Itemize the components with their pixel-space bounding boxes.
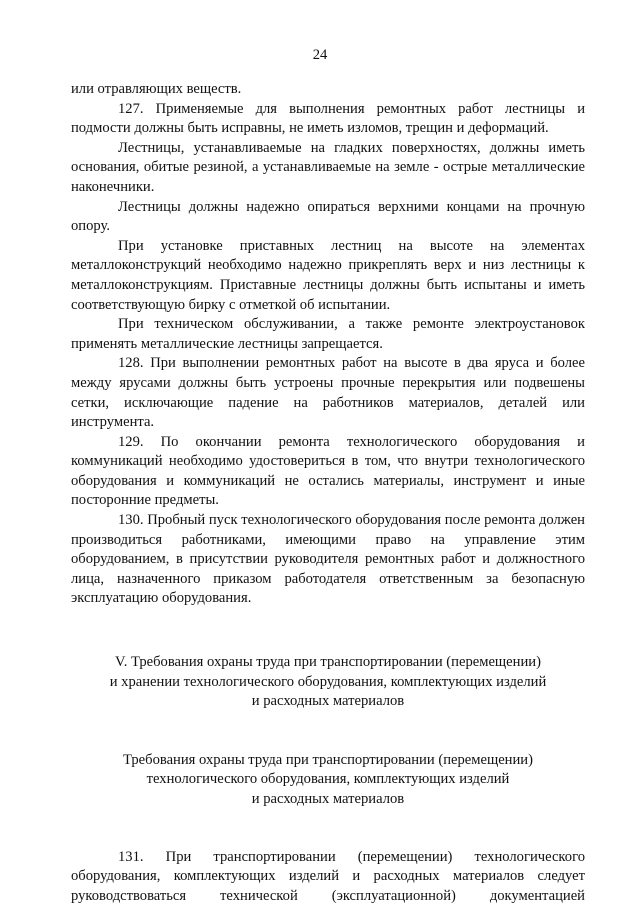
paragraph-127: 127. Применяемые для выполнения ремонтных работ лестницы и подмости должны быть исправны, не иметь изломов, трещин и деформаций. bbox=[71, 100, 585, 137]
section-heading-line: V. Требования охраны труда при транспортировании (перемещении) bbox=[115, 654, 541, 671]
spacer bbox=[71, 810, 585, 848]
paragraph-130: 130. Пробный пуск технологического оборудования после ремонта должен производиться работниками, имеющими право на управление этим оборудованием, в присутствии руководителя ремонтных работ и должностного лица, назначенного приказом работодателя ответственным за безопасную эксплуатацию оборудования. bbox=[71, 512, 585, 607]
spacer bbox=[71, 609, 585, 653]
paragraph-128: 128. При выполнении ремонтных работ на высоте в два яруса и более между ярусами должны быть устроены прочные перекрытия или подвешены сетки, исключающие падение на работников материалов, деталей или инструмента. bbox=[71, 355, 585, 431]
sub-heading-line: технологического оборудования, комплектующих изделий bbox=[146, 771, 510, 788]
section-heading-line: и хранении технологического оборудования, комплектующих изделий bbox=[109, 673, 547, 690]
sub-heading-line: Требования охраны труда при транспортировании (перемещении) bbox=[123, 751, 533, 768]
section-heading bbox=[71, 653, 585, 712]
paragraph-metal-ladders-prohibited: При техническом обслуживании, а также ремонте электроустановок применять металлические лестницы запрещается. bbox=[71, 316, 585, 352]
spacer bbox=[71, 712, 585, 751]
paragraph-extension-ladders: При установке приставных лестниц на высоте на элементах металлоконструкций необходимо надежно прикреплять верх и низ лестницы к металлоконструкциям. Приставные лестницы должны быть испытаны и иметь соответствующую бирку с отметкой об испытании. bbox=[71, 237, 585, 313]
page-number: 24 bbox=[312, 47, 328, 63]
paragraph-129: 129. По окончании ремонта технологического оборудования и коммуникаций необходимо удостовериться в том, что внутри технологического оборудования и коммуникаций не остались материалы, инструмент и иные посторонние предметы. bbox=[71, 433, 585, 509]
paragraph-131: 131. При транспортировании (перемещении) технологического оборудования, комплектующих изделий и расходных материалов следует руководствоваться технической (эксплуатационной) документацией bbox=[71, 848, 585, 904]
sub-heading-line: и расходных материалов bbox=[251, 791, 405, 807]
document-body bbox=[71, 80, 585, 906]
section-heading-line: и расходных материалов bbox=[251, 693, 405, 710]
paragraph-continuation: или отравляющих веществ. bbox=[71, 81, 242, 97]
paragraph-ladders-support: Лестницы должны надежно опираться верхними концами на прочную опору. bbox=[71, 198, 585, 235]
sub-heading bbox=[71, 751, 585, 810]
paragraph-ladders-smooth-surfaces: Лестницы, устанавливаемые на гладких поверхностях, должны иметь основания, обитые резиной, а устанавливаемые на земле - острые металлические наконечники. bbox=[71, 139, 585, 195]
